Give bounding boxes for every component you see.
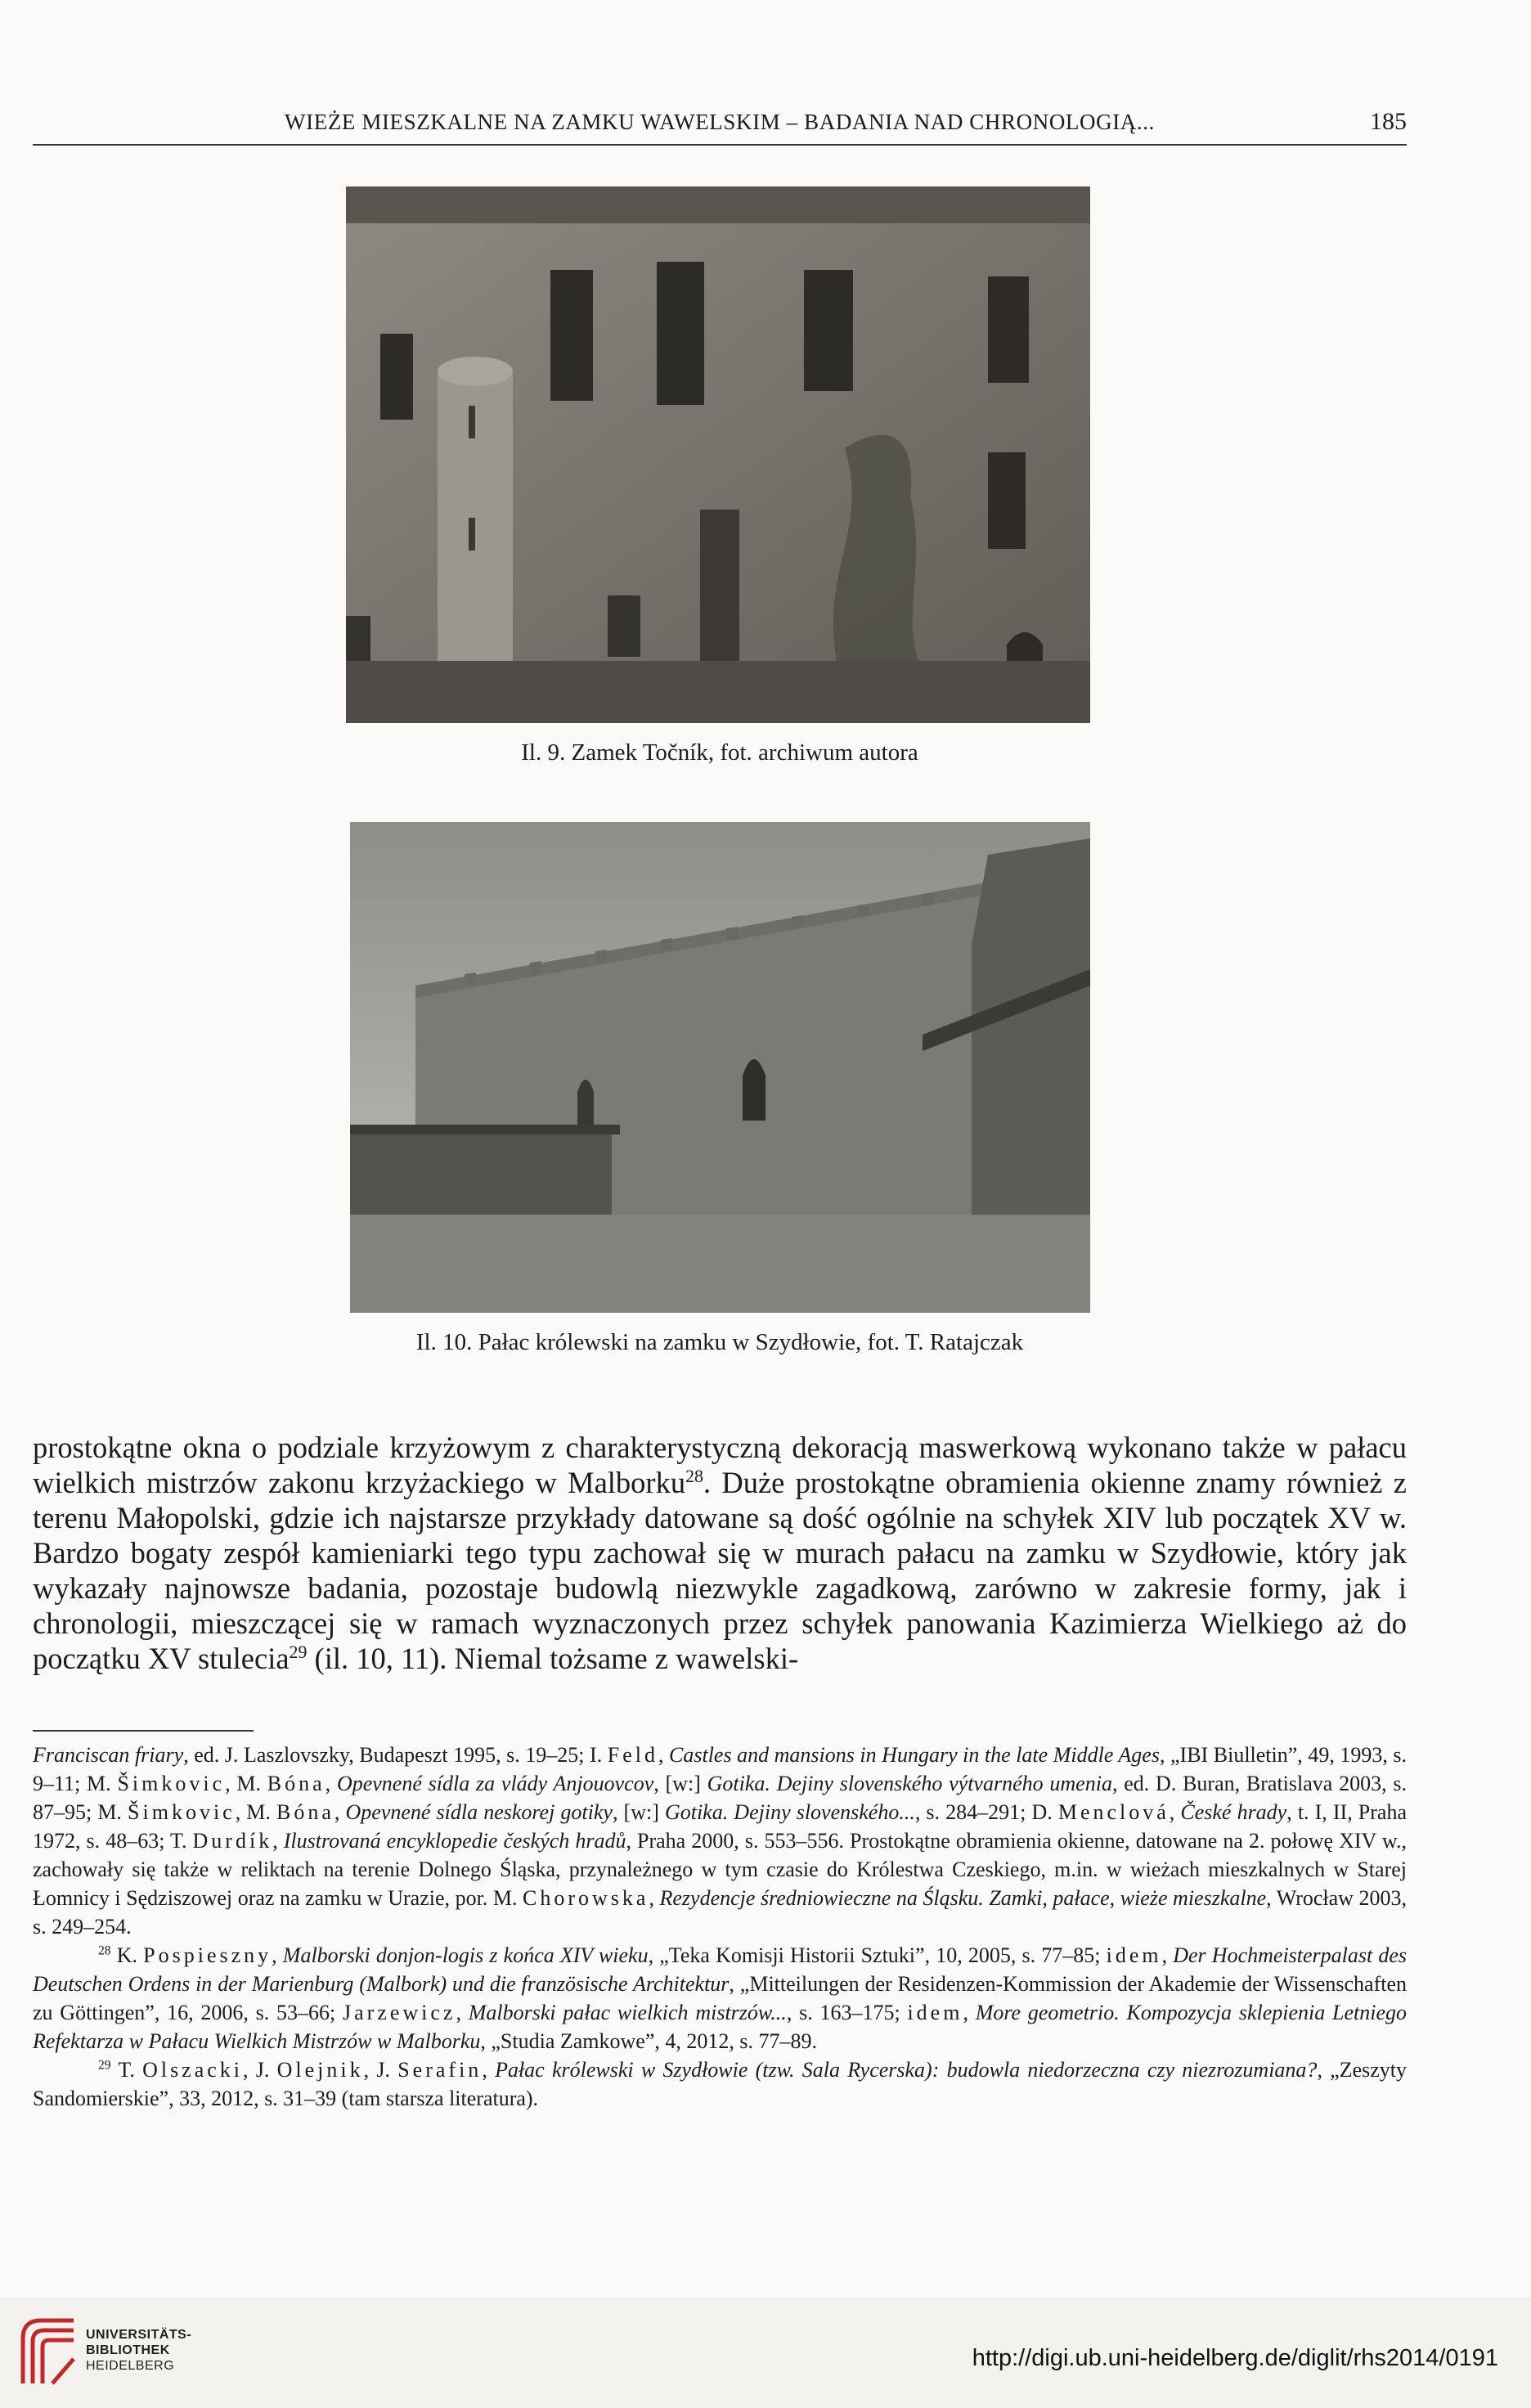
- figure-9-photo: [346, 186, 1090, 723]
- page-number: 185: [1370, 108, 1407, 135]
- figure-10-caption: Il. 10. Pałac królewski na zamku w Szydłowie, fot. T. Ratajczak: [415, 1329, 1024, 1355]
- figure-9-caption: Il. 9. Zamek Točník, fot. archiwum autora: [521, 739, 918, 766]
- running-head: [33, 105, 1407, 146]
- footnote-28: $^{28}$ K. Pospieszny, Malborski donjon-logis z końca XIV wieku, „Teka Komisji Historii Sztuki”, 10, 2005, s. 77–85; idem, Der Hochmeisterpalast des Deutschen Ordens in der Marienburg (Malbork) und die französische Architektur, „Mitteilungen der Residenzen-Kommission der Akademie der Wissenschaften zu Göttingen”, 16, 2006, s. 53–66; Jarzewicz, Malborski pałac wielkich mistrzów..., s. 163–175; idem, More geometrio. Kompozycja sklepienia Letniego Refektarza w Pałacu Wielkich Mistrzów w Malborku, „Studia Zamkowe”, 4, 2012, s. 77–89.: [33, 1943, 1408, 2053]
- digitization-url-link[interactable]: http://digi.ub.uni-heidelberg.de/diglit/rhs2014/0191: [972, 2345, 1498, 2371]
- body-paragraph: prostokątne okna o podziale krzyżowym z charakterystyczną dekoracją maswerkową wykonano także w pałacu wielkich mistrzów zakonu krzyżackiego w Malborku$^{28}$. Duże prostokątne obramienia okienne znamy również z terenu Małopolski, gdzie ich najstarsze przykłady datowane są dość ogólnie na schyłek XIV lub początek XV w. Bardzo bogaty zespół kamieniarki tego typu zachował się w murach pałacu na zamku w Szydłowie, który jak wykazały najnowsze badania, pozostaje budowlą niezwykle zagadkową, zarówno w zakresie formy, jak i chronologii, mieszczącej się w ramach wyznaczonych przez schyłek panowania Kazimierza Wielkiego aż do początku XV stulecia$^{29}$ (il. 10, 11). Niemal tożsame z wawelski-: [33, 1431, 1407, 1675]
- running-title: WIEŻE MIESZKALNE NA ZAMKU WAWELSKIM – BADANIA NAD CHRONOLOGIĄ...: [285, 110, 1155, 134]
- footnote-rule: [33, 1730, 254, 1732]
- library-footer: [0, 2298, 1531, 2408]
- footnote-29: $^{29}$ T. Olszacki, J. Olejnik, J. Serafin, Pałac królewski w Szydłowie (tzw. Sala Rycerska): budowla niedorzeczna czy niezrozumiana?, „Zeszyty Sandomierskie”, 33, 2012, s. 31–39 (tam starsza literatura).: [33, 2058, 1408, 2110]
- figure-10-photo: [350, 822, 1090, 1313]
- footnote-ref-29[interactable]: 29: [289, 1641, 308, 1662]
- footnote-number-28: 28: [98, 1943, 111, 1958]
- footnote-ref-28[interactable]: 28: [685, 1465, 703, 1486]
- ub-heidelberg-logo-icon: [16, 2314, 82, 2388]
- castle-facade-photo: [346, 186, 1090, 723]
- library-name: UNIVERSITÄTS- BIBLIOTHEK HEIDELBERG: [86, 2328, 192, 2373]
- footnote-number-29: 29: [98, 2058, 111, 2073]
- crenellated-palace-photo: [350, 822, 1090, 1313]
- footnote-27-continued: Franciscan friary, ed. J. Laszlovszky, Budapeszt 1995, s. 19–25; I. Feld, Castles and mansions in Hungary in the late Middle Ages, „IBI Biulletin”, 49, 1993, s. 9–11; M. Šimkovic, M. Bóna, Opevnené sídla za vlády Anjouovcov, [w:] Gotika. Dejiny slovenského výtvarného umenia, ed. D. Buran, Bratislava 2003, s. 87–95; M. Šimkovic, M. Bóna, Opevnené sídla neskorej gotiky, [w:] Gotika. Dejiny slovenského..., s. 284–291; D. Menclová, České hrady, t. I, II, Praha 1972, s. 48–63; T. Durdík, Ilustrovaná encyklopedie českých hradů, Praha 2000, s. 553–556. Prostokątne obramienia okienne, datowane na 2. połowę XIV w., zachowały się także w reliktach na terenie Dolnego Śląska, przynależnego w tym czasie do Królestwa Czeskiego, m.in. w wieżach mieszkalnych w Starej Łomnicy i Sędziszowej oraz na zamku w Urazie, por. M. Chorowska, Rezydencje średniowieczne na Śląsku. Zamki, pałace, wieże mieszkalne, Wrocław 2003, s. 249–254.: [33, 1743, 1408, 1939]
- footnotes: [33, 1741, 1407, 2113]
